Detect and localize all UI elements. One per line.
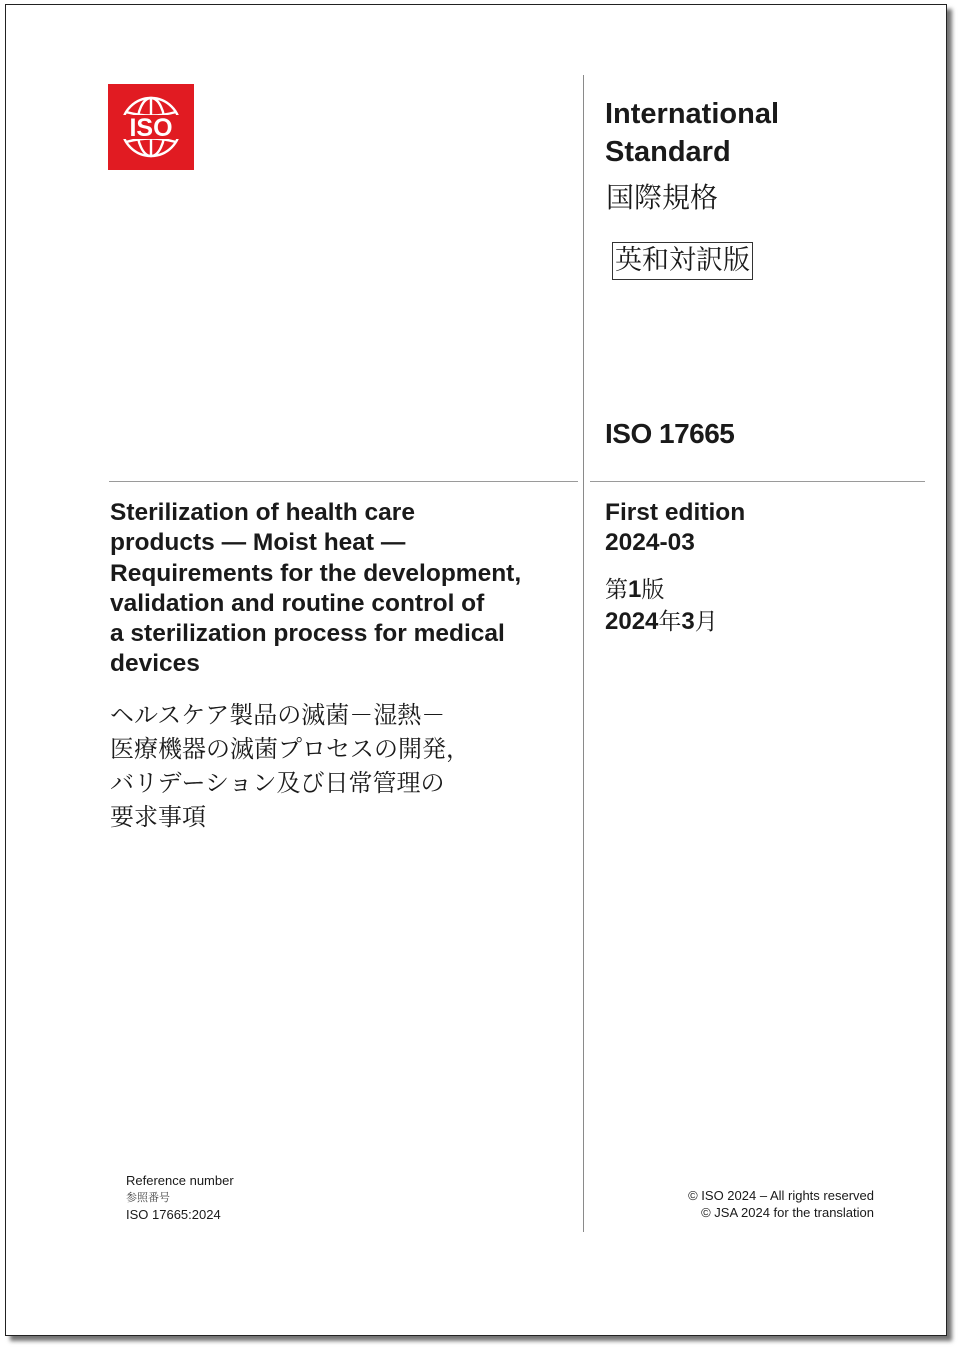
title-english-line: products — Moist heat —	[110, 529, 406, 557]
title-english-line: Sterilization of health care	[110, 499, 415, 526]
edition-number-japanese	[605, 574, 718, 606]
title-japanese-line: 要求事項	[110, 803, 206, 831]
copyright-jsa: © JSA 2024 for the translation	[701, 1205, 874, 1220]
edition-date: 2024-03	[605, 529, 695, 557]
title-english-line: a sterilization process for medical	[110, 620, 505, 648]
copyright-iso: © ISO 2024 – All rights reserved	[688, 1188, 874, 1203]
title-english-line: devices	[110, 650, 200, 678]
column-divider	[583, 75, 584, 1232]
document-type-japanese: 国際規格	[606, 181, 719, 214]
edition-suffix-ja: 版	[641, 577, 665, 603]
reference-label: Reference number	[126, 1173, 234, 1188]
edition-info	[605, 498, 745, 559]
title-english-line: Requirements for the development,	[110, 559, 522, 587]
edition-label: First edition	[605, 499, 746, 526]
iso-logo-text: ISO	[129, 114, 173, 142]
edition-month-ja: 3	[681, 608, 695, 635]
reference-block	[126, 1172, 234, 1223]
title-english-line: validation and routine control of	[110, 589, 485, 617]
reference-number: ISO 17665:2024	[126, 1207, 221, 1222]
title-japanese	[110, 698, 580, 834]
edition-prefix-ja: 第	[605, 577, 628, 603]
edition-date-japanese	[605, 606, 718, 638]
document-type	[605, 95, 779, 171]
edition-month-char-ja: 月	[694, 609, 718, 635]
bilingual-edition-badge: 英和対訳版	[612, 242, 753, 280]
edition-info-japanese	[605, 574, 718, 638]
iso-logo	[108, 84, 194, 170]
standard-number: ISO 17665	[605, 418, 735, 449]
edition-year-char-ja: 年	[658, 609, 682, 635]
reference-label-japanese: 参照番号	[126, 1191, 170, 1204]
edition-number-ja: 1	[628, 576, 642, 603]
copyright-block	[660, 1187, 874, 1221]
document-type-line-1: International	[605, 98, 780, 130]
title-rule-right	[590, 481, 925, 482]
document-type-line-2: Standard	[605, 136, 731, 168]
edition-year-ja: 2024	[605, 608, 659, 635]
title-japanese-line: バリデーション及び日常管理の	[110, 769, 445, 797]
title-japanese-line: 医療機器の滅菌プロセスの開発，	[110, 735, 470, 763]
title-rule-left	[109, 481, 578, 482]
title-english	[110, 498, 580, 680]
title-japanese-line: ヘルスケア製品の滅菌－湿熱－	[110, 701, 446, 729]
